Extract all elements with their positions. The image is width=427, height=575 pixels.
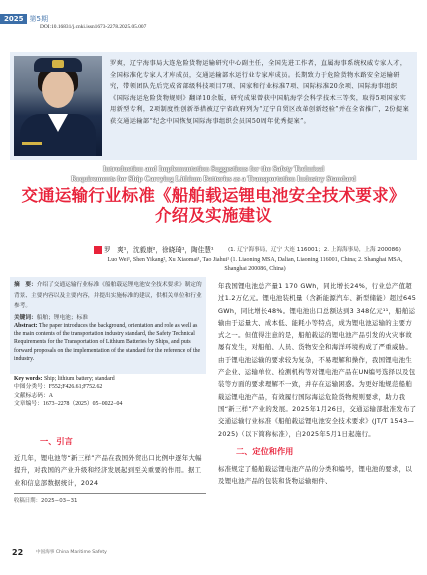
author-names-cn: 罗 爽¹，沈毅康²，徐晓琦¹，陶佳慧¹	[104, 246, 214, 254]
abstract-cn-text: 介绍了交通运输行业标准《船舶载运锂电池安全技术要求》制定的背景、主要内容以及主要内容，并提出实施标准的建议，供相关单位和行业参考。	[14, 282, 202, 309]
affiliation-en	[100, 256, 410, 275]
section2-body: 标准规定了船舶载运锂电池产品的分类和编号，锂电池的要求，以及锂电池产品的包装和货物运输细件、	[218, 465, 413, 486]
affiliation-en-text: (1. Liaoning MSA, Dalian, Liaoning 116001, China; 2. Shanghai MSA, Shanghai 200086, China)	[224, 257, 403, 273]
abstract-en-text: The paper introduces the background, orientation and role as well as the main contents of the transportation industry standard, the Safety Technical Requirements for the Transportation of Lithium Batteries by Ships, and puts forward proposals on the implementation of the standard for the reference of the industry.	[14, 323, 201, 362]
english-title-line1: Introduction and Implementation Suggestions for the Safety Technical	[102, 164, 325, 173]
issue-year: 2025	[0, 14, 27, 24]
issue-number: 第5期	[29, 15, 48, 23]
keywords-cn-label: 关键词：	[14, 315, 37, 321]
affiliation-cn: (1. 辽宁海事局，辽宁 大连 116001；2. 上海海事局，上海 200086)	[228, 247, 401, 253]
doi: DOI:10.16831/j.cnki.issn1673-2278.2025.05.007	[40, 24, 147, 30]
abstract-cn	[14, 280, 202, 312]
section2-heading: 二、定位和作用	[236, 446, 294, 456]
received-date: 收稿日期：2025−03−31	[14, 498, 78, 504]
english-title-line2: Requirements for Ship Carrying Lithium Batteries as a Transportation Industry Standard	[71, 174, 356, 183]
journal-name: 中国海事 China Maritime Safety	[36, 550, 107, 555]
clc-number: 中图分类号：F552;F426.61;F752.62	[14, 384, 103, 391]
right-column-body: 年我国锂电池总产量1 170 GWh，同比增长24%，行业总产值超过1.2万亿元。锂电池装机量（含新能源汽车、新型储能）超过645 GWh，同比增长48%。锂电池出口总额达到3 348亿元¹¹，船舶运输由于运量大、成本低、能耗小等特点，成为锂电池运输的主要方式之一。但值得注意的是，船舶载运的锂电池产品引发的火灾事故屡有发生，对船舶、人员、货物安全和海洋环境构成了严重威胁。由于锂电池运输的要求较为复杂，不易理解和操作，我国锂电池生产企业、运输单位、检测机构等对锂电池产品在UN编号选择以及包装等方面的要求理解不一致，并存在运输困惑。为更好地规范船舶载运锂电池产品，有效履行国际海运危险货物规则要求，助力我国“新三样”产业的发展。2025年1月26日，交通运输部批准发布了交通运输行业标准《船舶载运锂电池安全技术要求》(JT/T 1543—2025)（以下简称标准），自2025年5月1日起施行。	[218, 282, 417, 438]
section1-body: 近几年，锂电池等“新三样”产品在我国外贸出口比例中逐年大幅提升，对我国的产业升级和经济发展起到至关重要的作用。据工业和信息部数据统计，2024	[14, 454, 202, 487]
chinese-title-line2: 介绍及实施建议	[155, 206, 272, 225]
abstract-en	[14, 322, 204, 363]
page-number: 22	[12, 548, 24, 557]
keywords-en-label: Key words:	[14, 376, 43, 382]
abstract-cn-label: 摘 要：	[14, 282, 37, 288]
author-photo	[14, 56, 102, 156]
section1-heading: 一、引言	[40, 436, 73, 446]
authors	[94, 244, 213, 254]
author-names-en: Luo Wei¹, Shen Yikang², Xu Xiaomai¹, Tao Jiahui¹	[107, 257, 230, 263]
author-mark-icon	[94, 246, 102, 254]
issue-bar	[0, 6, 48, 25]
author-bio: 罗爽，辽宁海事局大连危险货物运输研究中心副主任，全国先进工作者，直属海事系统权威专家人才，全国标准化专家人才库成员，交通运输部水运行业专家库成员。长期致力于危险货物水路安全运输研究，带领团队先后完成省部级科技项目7项、国家和行业标准7项、国际标准20余项、国际海事组织《国际海运危险货物规则》翻译10余版，研究成果曾获中国航海学会科学技术三等奖，取得5项国家实用新型专利，2项制度性创新举措被辽宁省政府列为“辽宁自贸区改革创新经验”并在全省推广，2份提案获交通运输部“纪念中国恢复国际海事组织会员国50周年优秀提案”。	[110, 60, 410, 125]
article-meta	[14, 375, 204, 409]
document-code: 文献标志码：A	[14, 392, 53, 399]
keywords-cn-text: 船舶；锂电池；标准	[36, 315, 88, 321]
keywords-en-text: Ship; lithium battery; standard	[43, 376, 115, 382]
abstract-en-label: Abstract:	[14, 323, 38, 329]
chinese-title	[0, 186, 427, 226]
keywords-cn	[14, 312, 88, 321]
footnote-divider	[14, 493, 206, 494]
chinese-title-line1: 交通运输行业标准《船舶载运锂电池安全技术要求》	[21, 186, 406, 205]
english-title	[0, 164, 427, 184]
article-number: 文章编号：1673−2278（2025）05−0022−04	[14, 401, 123, 408]
